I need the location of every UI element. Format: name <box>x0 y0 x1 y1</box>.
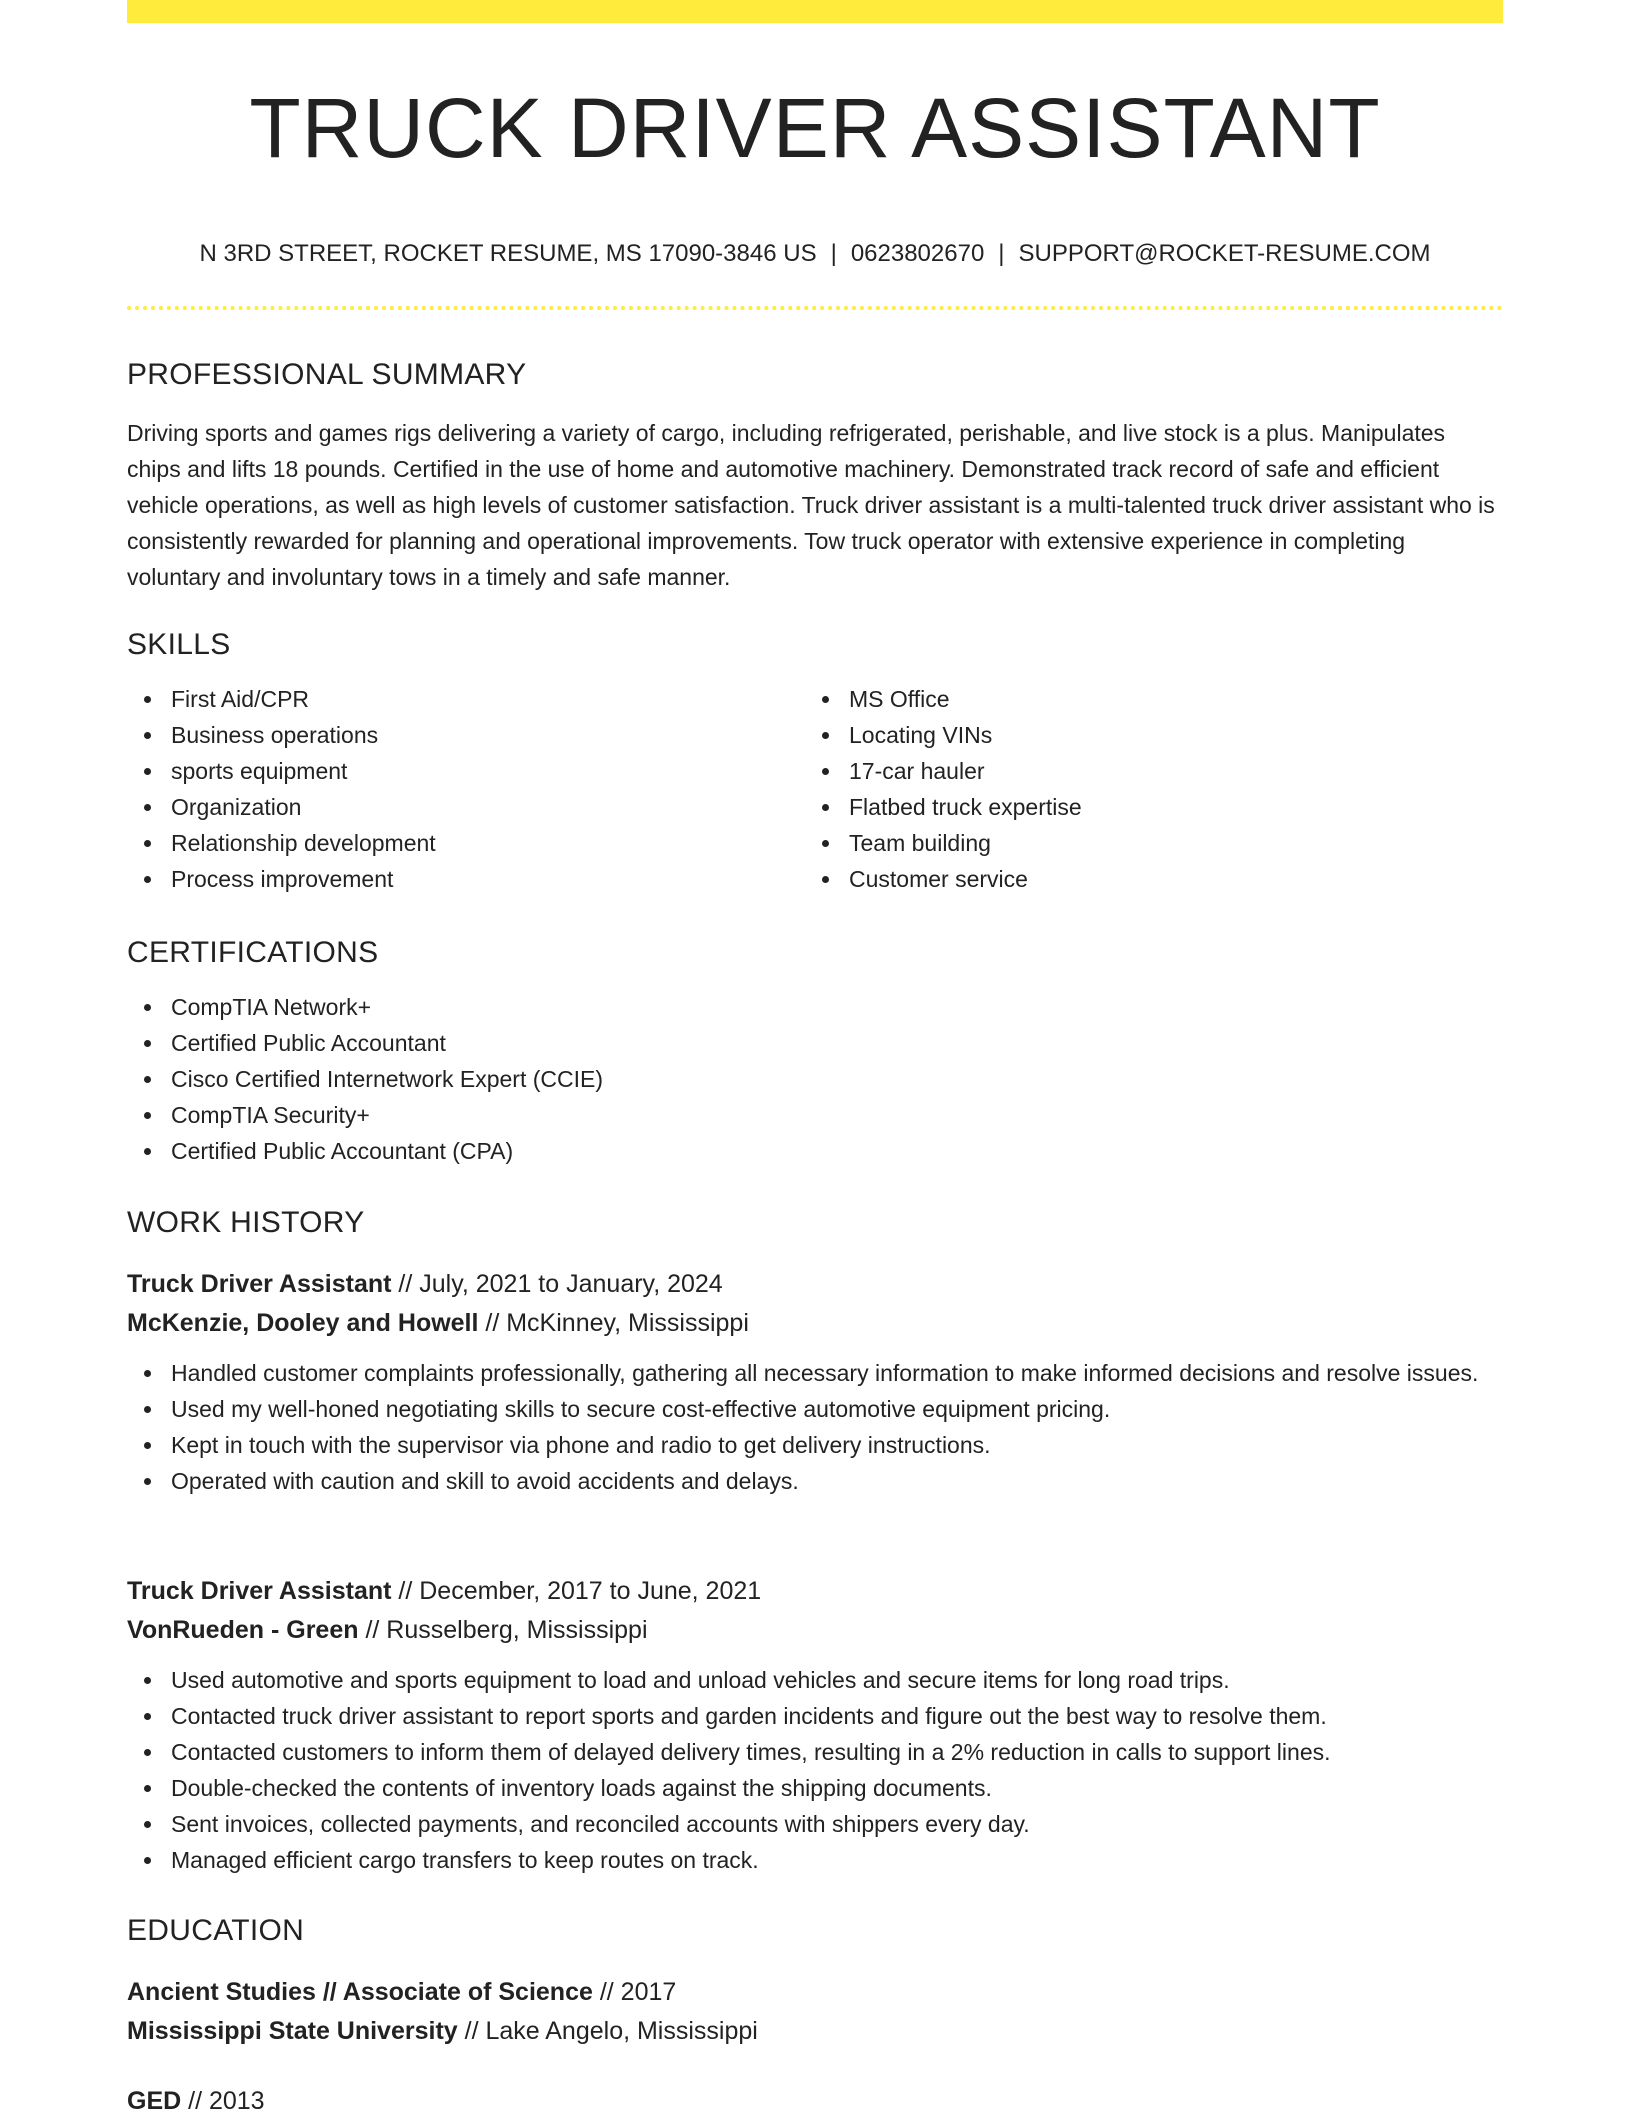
list-item: Certified Public Accountant (CPA) <box>171 1133 1503 1169</box>
contact-phone: 0623802670 <box>850 240 985 267</box>
list-item: Certified Public Accountant <box>171 1025 1503 1061</box>
skills-title: SKILLS <box>127 628 231 661</box>
education-section <box>127 1911 1503 1951</box>
education-entry <box>127 1973 1503 2051</box>
job-location: // Russelberg, Mississippi <box>358 1616 648 1644</box>
contact-separator: | <box>998 240 1005 267</box>
job-bullets <box>127 1355 1503 1499</box>
work-section <box>127 1203 1503 1243</box>
list-item: Contacted customers to inform them of delayed delivery times, resulting in a 2% reduction in calls to support lines. <box>171 1734 1503 1770</box>
job-role-line <box>127 1265 1503 1304</box>
skills-column-left <box>127 665 805 897</box>
list-item: Organization <box>171 789 805 825</box>
job-dates: // December, 2017 to June, 2021 <box>391 1577 762 1605</box>
summary-text: Driving sports and games rigs delivering a variety of cargo, including refrigerated, perishable, and live stock is a plus. Manipulates chips and lifts 18 pounds. Certified in the use of home and automotive machinery. Demonstrated track record of safe and efficient vehicle operations, as well as high levels of customer satisfaction. Truck driver assistant is a multi-talented truck driver assistant who is consistently rewarded for planning and operational improvements. Tow truck operator with extensive experience in completing voluntary and involuntary tows in a timely and safe manner. <box>127 420 1495 590</box>
contact-address: N 3RD STREET, ROCKET RESUME, MS 17090-3846 US <box>199 240 817 267</box>
list-item: CompTIA Security+ <box>171 1097 1503 1133</box>
certifications-title: CERTIFICATIONS <box>127 936 379 969</box>
education-title: EDUCATION <box>127 1914 305 1947</box>
list-item: Process improvement <box>171 861 805 897</box>
job-entry <box>127 1572 1503 1878</box>
list-item: Customer service <box>849 861 1483 897</box>
list-item: Used my well-honed negotiating skills to secure cost-effective automotive equipment pricing. <box>171 1391 1503 1427</box>
education-entry <box>127 2082 1503 2121</box>
education-year: // 2017 <box>592 1978 677 2006</box>
education-location: // Lake Angelo, Mississippi <box>457 2017 758 2045</box>
certifications-section <box>127 933 1503 1169</box>
contact-email: SUPPORT@ROCKET-RESUME.COM <box>1018 240 1431 267</box>
list-item: Operated with caution and skill to avoid accidents and delays. <box>171 1463 1503 1499</box>
job-role: Truck Driver Assistant <box>127 1270 392 1298</box>
job-entry <box>127 1265 1503 1499</box>
list-item: MS Office <box>849 681 1483 717</box>
list-item: Cisco Certified Internetwork Expert (CCIE) <box>171 1061 1503 1097</box>
job-location: // McKinney, Mississippi <box>478 1309 749 1337</box>
list-item: Business operations <box>171 717 805 753</box>
skills-list-left <box>127 681 805 897</box>
certifications-list <box>127 989 1503 1169</box>
list-item: Used automotive and sports equipment to load and unload vehicles and secure items for long road trips. <box>171 1662 1503 1698</box>
resume-name: TRUCK DRIVER ASSISTANT <box>249 81 1381 175</box>
job-company: McKenzie, Dooley and Howell <box>127 1309 479 1337</box>
list-item: Kept in touch with the supervisor via phone and radio to get delivery instructions. <box>171 1427 1503 1463</box>
education-school-line <box>127 2012 1503 2051</box>
list-item: Managed efficient cargo transfers to keep routes on track. <box>171 1842 1503 1878</box>
header-divider <box>127 306 1503 310</box>
list-item: CompTIA Network+ <box>171 989 1503 1025</box>
summary-section <box>127 355 1503 595</box>
job-bullets <box>127 1662 1503 1878</box>
contact-separator: | <box>830 240 837 267</box>
skills-columns <box>127 665 1503 897</box>
list-item: First Aid/CPR <box>171 681 805 717</box>
list-item: Relationship development <box>171 825 805 861</box>
skills-section <box>127 625 1503 897</box>
education-degree: GED <box>127 2087 182 2115</box>
job-company: VonRueden - Green <box>127 1616 359 1644</box>
list-item: Team building <box>849 825 1483 861</box>
education-degree-line <box>127 2082 1503 2121</box>
contact-line <box>127 236 1503 272</box>
list-item: Flatbed truck expertise <box>849 789 1483 825</box>
education-year: // 2013 <box>181 2087 265 2115</box>
work-title: WORK HISTORY <box>127 1206 365 1239</box>
education-school: Mississippi State University <box>127 2017 458 2045</box>
list-item: Handled customer complaints professionally, gathering all necessary information to make informed decisions and resolve issues. <box>171 1355 1503 1391</box>
job-company-line <box>127 1611 1503 1650</box>
skills-column-right <box>805 665 1483 897</box>
list-item: Sent invoices, collected payments, and reconciled accounts with shippers every day. <box>171 1806 1503 1842</box>
job-role: Truck Driver Assistant <box>127 1577 392 1605</box>
job-dates: // July, 2021 to January, 2024 <box>391 1270 723 1298</box>
skills-list-right <box>805 681 1483 897</box>
summary-title: PROFESSIONAL SUMMARY <box>127 358 527 391</box>
education-degree: Ancient Studies // Associate of Science <box>127 1978 593 2006</box>
top-accent-bar <box>127 0 1503 23</box>
job-company-line <box>127 1304 1503 1343</box>
list-item: 17-car hauler <box>849 753 1483 789</box>
job-role-line <box>127 1572 1503 1611</box>
list-item: Contacted truck driver assistant to report sports and garden incidents and figure out the best way to resolve them. <box>171 1698 1503 1734</box>
list-item: Locating VINs <box>849 717 1483 753</box>
education-degree-line <box>127 1973 1503 2012</box>
list-item: sports equipment <box>171 753 805 789</box>
list-item: Double-checked the contents of inventory loads against the shipping documents. <box>171 1770 1503 1806</box>
